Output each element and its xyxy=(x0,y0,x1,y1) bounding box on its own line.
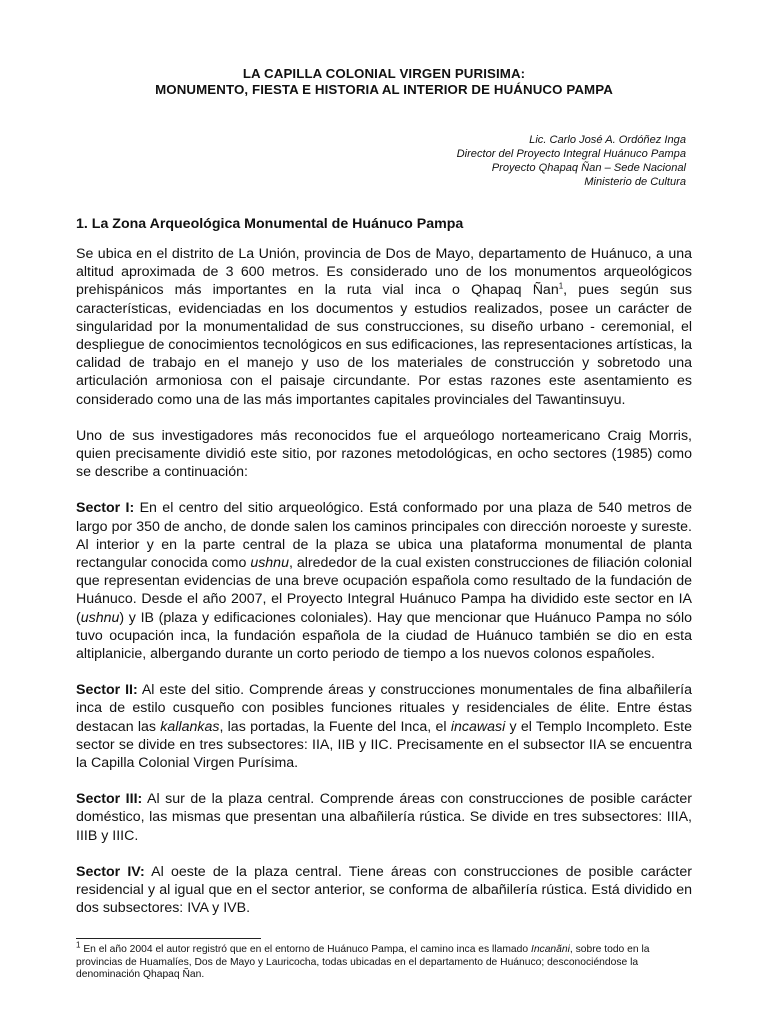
sector-1-label: Sector I: xyxy=(76,500,135,517)
sector-2-term-incawasi: incawasi xyxy=(450,718,506,735)
paragraph-morris: Uno de sus investigadores más reconocidos fue el arqueólogo norteamericano Craig Morris, quien precisamente dividió este sitio, por razones metodológicas, en ocho sectores (1985) como se describe a continuación: xyxy=(76,427,692,481)
sector-1-term-ushnu: ushnu xyxy=(250,555,289,572)
author-role: Director del Proyecto Integral Huánuco Pampa xyxy=(456,148,686,160)
paragraph-sector-4 xyxy=(76,863,692,918)
sector-2-label: Sector II: xyxy=(76,682,138,699)
paragraph-sector-3 xyxy=(76,790,692,845)
sector-1-text-3: ) y IB (plaza y edificaciones coloniales). Hay que mencionar que Huánuco Pampa no sólo tuvo ocupación inca, la fundación española de la ciudad de Huánuco también se dio en esta altiplanicie, albergando durante un corto periodo de tiempo a los nuevos colonos españoles. xyxy=(76,609,692,663)
author-block xyxy=(76,133,692,189)
author-project: Proyecto Qhapaq Ñan – Sede Nacional xyxy=(491,162,686,174)
paragraph-location-text-cont: , pues según sus características, evidenciadas en los documentos y estudios realizados, posee un carácter de singularidad por la monumentalidad de sus construcciones, su diseño urbano - ceremonial, el despliegue de conocimientos tecnológicos en sus edificaciones, las representaciones artísticas, la calidad de trabajo en el manejo y uso de los materiales de construcción y sobretodo una articulación armoniosa con el paisaje circundante. Por estas razones este asentamiento es considerado como una de las más importantes capitales provinciales del Tawantinsuyu. xyxy=(76,282,692,408)
sector-4-text: Al oeste de la plaza central. Tiene áreas con construcciones de posible carácter residencial y al igual que en el sector anterior, se conforma de albañilería rústica. Está dividido en dos subsectores: IVA y IVB. xyxy=(76,863,692,917)
author-ministry: Ministerio de Cultura xyxy=(584,176,686,188)
paragraph-location-text: Se ubica en el distrito de La Unión, provincia de Dos de Mayo, departamento de Huánuco, a una altitud aproximada de 3 600 metros. Es considerado uno de los monumentos arqueológicos prehispánicos más importantes en la ruta vial inca o Qhapaq Ñan xyxy=(76,246,692,299)
footnote-number: 1 xyxy=(76,940,81,950)
sector-2-term-kallankas: kallankas xyxy=(160,718,220,735)
footnote xyxy=(76,940,692,982)
paragraph-location xyxy=(76,245,692,409)
sector-4-label: Sector IV: xyxy=(76,863,145,880)
sector-1-text: En el centro del sitio arqueológico. Está conformado por una plaza de 540 metros de largo por 350 de ancho, de donde salen los caminos principales con dirección noroeste y sureste. Al interior y en la parte central de la plaza se ubica una plataforma monumental de planta rectangular conocida como xyxy=(76,500,692,572)
sector-1-term-ushnu-2: ushnu xyxy=(80,609,120,626)
sector-2-text-3: y el Templo Incompleto. Este sector se divide en tres subsectores: IIA, IIB y IIC. Precisamente en el subsector IIA se encuentra la Capilla Colonial Virgen Purísima. xyxy=(76,718,692,772)
sector-3-text: Al sur de la plaza central. Comprende áreas con construcciones de posible carácter doméstico, las mismas que presentan una albañilería rústica. Se divide en tres subsectores: IIIA, IIIB y IIIC. xyxy=(76,791,692,844)
sector-2-text-2: , las portadas, la Fuente del Inca, el xyxy=(219,718,451,735)
document-title-line-2: MONUMENTO, FIESTA E HISTORIA AL INTERIOR DE HUÁNUCO PAMPA xyxy=(155,82,613,97)
paragraph-sector-2 xyxy=(76,681,692,772)
footnote-divider xyxy=(76,938,261,939)
author-name: Lic. Carlo José A. Ordóñez Inga xyxy=(529,134,686,146)
sector-3-label: Sector III: xyxy=(76,791,143,808)
document-title-line-1: LA CAPILLA COLONIAL VIRGEN PURISIMA: xyxy=(242,66,526,81)
sector-1-text-2: , alrededor de la cual existen construcciones de filiación colonial que representan evidencias de una breve ocupación española como resultado de la fundación de Huánuco. Desde el año 2007, el Proyecto Integral Huánuco Pampa ha dividido este sector en IA ( xyxy=(76,555,693,626)
footnote-reference[interactable]: 1 xyxy=(558,281,564,291)
sector-2-text: Al este del sitio. Comprende áreas y construcciones monumentales de fina albañilería inca de estilo cusqueño con posibles funciones rituales y residenciales de élite. Entre éstas destacan las xyxy=(76,682,692,735)
footnote-text: En el año 2004 el autor registró que en el entorno de Huánuco Pampa, el camino inca es llamado xyxy=(80,944,531,955)
footnote-term: Incanãni xyxy=(530,944,570,955)
paragraph-sector-1 xyxy=(76,499,692,663)
section-heading: 1. La Zona Arqueológica Monumental de Huánuco Pampa xyxy=(76,216,464,232)
footnote-text-2: , sobre todo en la provincias de Huamalíes, Dos de Mayo y Lauricocha, todas ubicadas en el departamento de Huánuco; desconociéndose la denominación Qhapaq Ñan. xyxy=(76,944,650,981)
